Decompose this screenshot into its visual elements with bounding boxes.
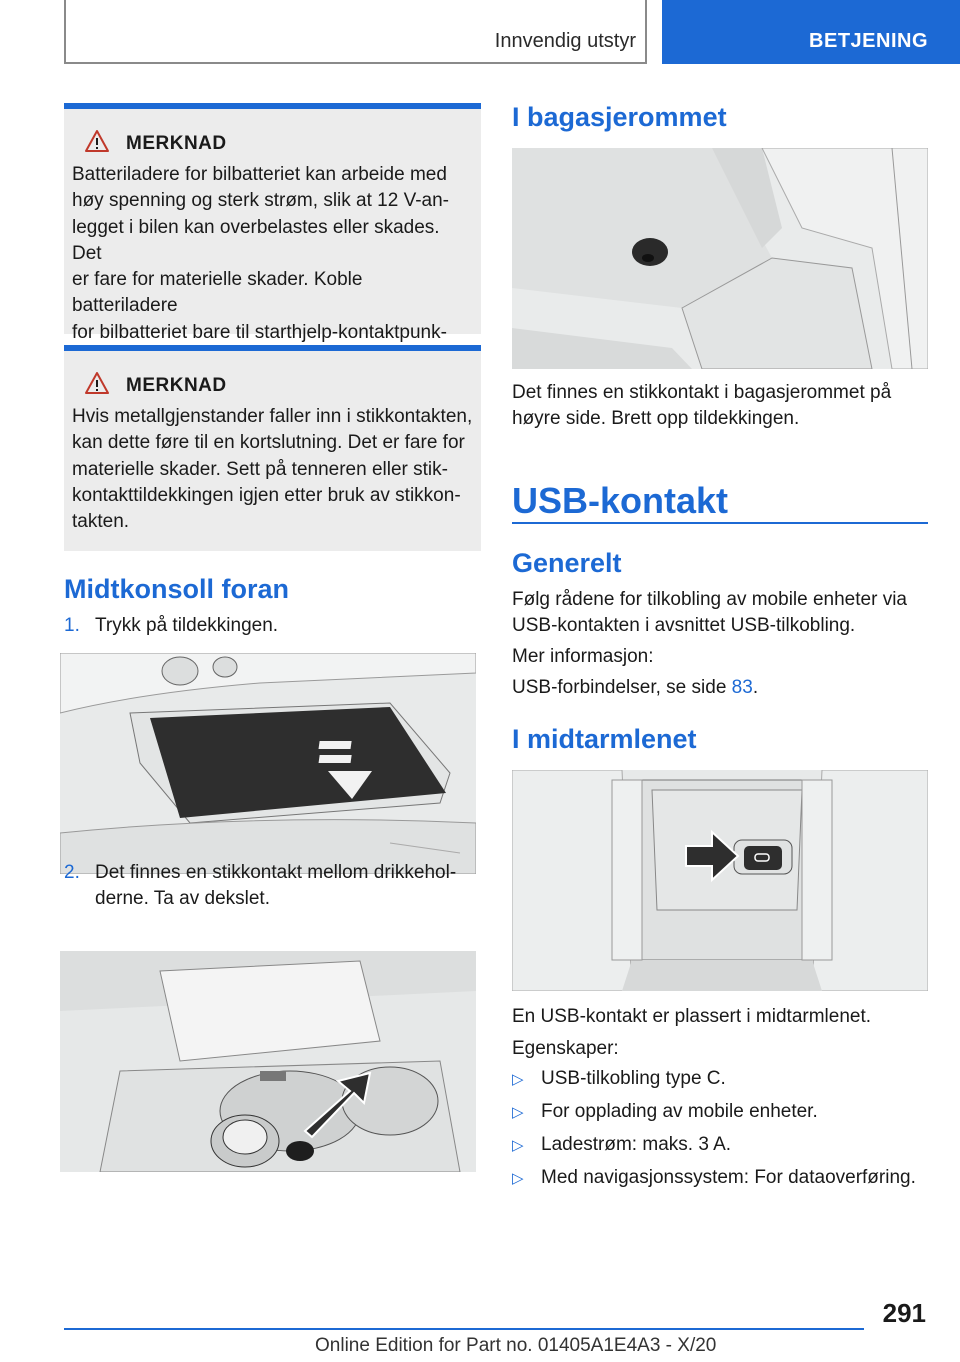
armrest-usb-image bbox=[512, 770, 928, 991]
sub-heading-generelt: Generelt bbox=[512, 548, 622, 578]
header-section-title: Innvendig utstyr bbox=[494, 30, 636, 52]
more-info-label: Mer informasjon: bbox=[512, 646, 654, 667]
section-heading-midtkonsoll: Midtkonsoll foran bbox=[64, 574, 289, 604]
step-2-text: Det finnes en stikkontakt mellom drikkehol- derne. Ta av dekslet. bbox=[95, 862, 457, 909]
note-text: Batteriladere for bilbatteriet kan arbeide med høy spenning og sterk strøm, slik at 12 V-an- legget i bilen kan overbelastes eller skades. Det er fare for materielle skader. Koble batteriladere for bilbatteriet bare til starthjelp-kontaktpunk- bbox=[72, 164, 449, 343]
footer-edition: Online Edition for Part no. 01405A1E4A3 - X/20 bbox=[315, 1335, 717, 1356]
triangle-bullet-icon: ▷ bbox=[512, 1137, 524, 1154]
cupholder-socket-image bbox=[60, 951, 476, 1172]
title-underline bbox=[512, 522, 928, 524]
triangle-bullet-icon: ▷ bbox=[512, 1170, 524, 1187]
page-link[interactable]: 83 bbox=[731, 677, 753, 698]
warning-note bbox=[64, 345, 481, 551]
warning-triangle-icon bbox=[84, 371, 126, 400]
step-1-text: Trykk på tildekkingen. bbox=[95, 615, 279, 636]
list-item: ▷ For opplading av mobile enheter. bbox=[512, 1099, 916, 1132]
page-title-usb: USB-kontakt bbox=[512, 480, 729, 521]
section-heading-bagasjerom: I bagasjerommet bbox=[512, 102, 727, 132]
page-number: 291 bbox=[882, 1298, 926, 1328]
trunk-socket-image bbox=[512, 148, 928, 369]
header-chapter-tab[interactable] bbox=[662, 0, 960, 64]
section-heading-midtarmlenet: I midtarmlenet bbox=[512, 724, 697, 754]
console-cover-image bbox=[60, 653, 476, 874]
trunk-description: Det finnes en stikkontakt i bagasjerommet på høyre side. Brett opp tildekkingen. bbox=[512, 382, 892, 429]
step-1 bbox=[64, 613, 80, 639]
general-text: Følg rådene for tilkobling av mobile enheter via USB-kontakten i avsnittet USB-tilkobling. bbox=[512, 589, 907, 636]
warning-triangle-icon bbox=[84, 129, 126, 158]
step-number: 1. bbox=[64, 615, 80, 636]
step-2 bbox=[64, 860, 80, 886]
properties-label: Egenskaper: bbox=[512, 1038, 619, 1059]
note-text: Hvis metallgjenstander faller inn i stikkontakten, kan dette føre til en kortslutning. Det er fare for materielle skader. Sett på tenneren eller stik- kontakttildekkingen igjen etter bruk av stikkon- takten. bbox=[72, 406, 473, 533]
list-item: ▷ Med navigasjonssystem: For dataoverføring. bbox=[512, 1165, 916, 1198]
note-title: MERKNAD bbox=[126, 132, 227, 154]
note-title: MERKNAD bbox=[126, 374, 227, 396]
step-number: 2. bbox=[64, 862, 80, 883]
warning-note bbox=[64, 103, 481, 343]
properties-list bbox=[512, 1066, 916, 1198]
triangle-bullet-icon: ▷ bbox=[512, 1104, 524, 1121]
list-item: ▷ USB-tilkobling type C. bbox=[512, 1066, 916, 1099]
usb-location-text: En USB-kontakt er plassert i midtarmlenet. bbox=[512, 1006, 872, 1027]
list-item: ▷ Ladestrøm: maks. 3 A. bbox=[512, 1132, 916, 1165]
footer-rule bbox=[64, 1328, 864, 1330]
chapter-tab-label: BETJENING bbox=[809, 30, 928, 52]
cross-reference: USB-forbindelser, se side 83. bbox=[512, 677, 759, 698]
triangle-bullet-icon: ▷ bbox=[512, 1071, 524, 1088]
